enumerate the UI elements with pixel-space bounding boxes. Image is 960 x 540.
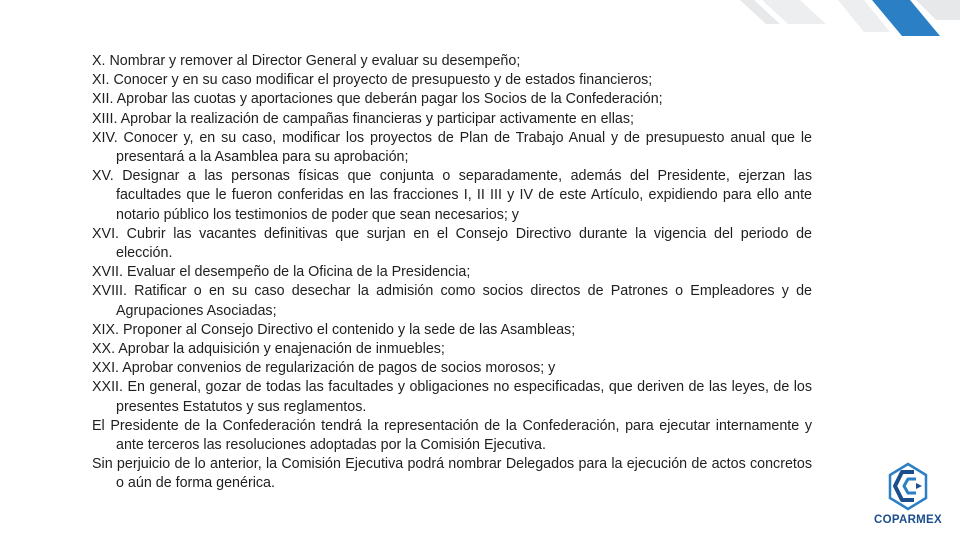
logo-text: COPARMEX [874, 514, 942, 526]
list-item: XX. Aprobar la adquisición y enajenación de inmuebles; [92, 341, 445, 358]
list-item: XIII. Aprobar la realización de campañas financieras y participar activamente en ellas; [92, 110, 634, 127]
list-item: XIX. Proponer al Consejo Directivo el contenido y la sede de las Asambleas; [92, 321, 576, 338]
list-item: XXII. En general, gozar de todas las facultades y obligaciones no especificadas, que deriven de las leyes, de los presentes Estatutos y sus reglamentos. [92, 379, 812, 415]
list-item: X. Nombrar y remover al Director General y evaluar su desempeño; [92, 53, 521, 69]
list-item: XVI. Cubrir las vacantes definitivas que surjan en el Consejo Directivo durante la vigencia del periodo de elección. [92, 225, 812, 262]
paragraph: El Presidente de la Confederación tendrá la representación de la Confederación, para ejecutar internamente y ante terceros las resoluciones adoptadas por la Comisión Ejecutiva. [92, 417, 812, 454]
list-item: XIV. Conocer y, en su caso, modificar los proyectos de Plan de Trabajo Anual y de presupuesto anual que le presentará a la Asamblea para su aprobación; [92, 129, 812, 166]
document-body [92, 52, 812, 494]
coparmex-logo-icon [886, 462, 930, 512]
list-item: XVIII. Ratificar o en su caso desechar la admisión como socios directos de Patrones o Empleadores y de Agrupaciones Asociadas; [92, 283, 812, 319]
list-item: XXI. Aprobar convenios de regularización de pagos de socios morosos; y [92, 360, 556, 377]
paragraph: Sin perjuicio de lo anterior, la Comisión Ejecutiva podrá nombrar Delegados para la ejecución de actos concretos o aún de forma genérica. [92, 456, 812, 492]
list-item: XI. Conocer y en su caso modificar el proyecto de presupuesto y de estados financieros; [92, 72, 653, 89]
list-item: XVII. Evaluar el desempeño de la Oficina de la Presidencia; [92, 264, 471, 281]
list-item: XII. Aprobar las cuotas y aportaciones que deberán pagar los Socios de la Confederación; [92, 91, 663, 108]
corner-decoration [740, 0, 960, 40]
list-item: XV. Designar a las personas físicas que conjunta o separadamente, además del Presidente, ejerzan las facultades que le fueron conferidas en las fracciones I, II III y IV de este Artículo, expidiendo para ello ante notario público los testimonios de poder que sean necesarios; y [92, 168, 812, 223]
coparmex-logo [868, 462, 948, 534]
